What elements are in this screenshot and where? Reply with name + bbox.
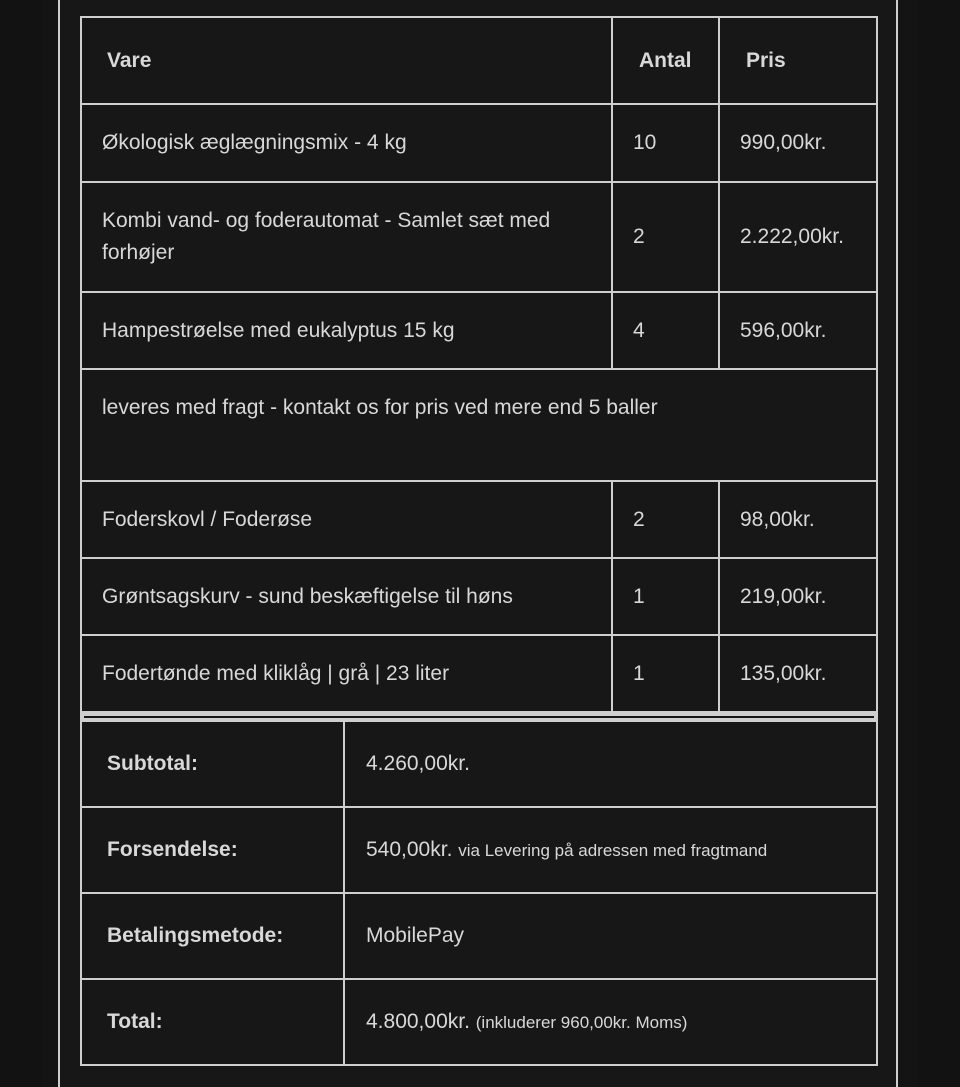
total-amount: 4.800,00kr.	[366, 1010, 470, 1033]
subtotal-amount: 4.260,00kr.	[366, 752, 470, 775]
table-row	[82, 183, 876, 291]
right-margin	[918, 0, 960, 1087]
order-items-table	[80, 16, 878, 713]
item-price: 596,00kr.	[720, 293, 876, 368]
left-margin	[0, 0, 42, 1087]
item-quantity: 2	[613, 183, 718, 291]
item-price: 135,00kr.	[720, 636, 876, 711]
payment-method: MobilePay	[366, 924, 465, 947]
shipping-method: via Levering på adressen med fragtmand	[458, 841, 768, 860]
order-totals-table	[80, 720, 878, 1066]
shipping-row	[82, 808, 876, 892]
total-row	[82, 980, 876, 1064]
header-price: Pris	[720, 18, 876, 103]
subtotal-label: Subtotal:	[82, 722, 343, 806]
item-quantity: 1	[613, 636, 718, 711]
shipping-label: Forsendelse:	[82, 808, 343, 892]
item-quantity: 4	[613, 293, 718, 368]
item-quantity: 10	[613, 105, 718, 181]
shipping-value	[345, 808, 876, 892]
table-row	[82, 293, 876, 368]
subtotal-row	[82, 722, 876, 806]
payment-row	[82, 894, 876, 978]
item-name: Økologisk æglægningsmix - 4 kg	[82, 105, 611, 181]
table-row	[82, 482, 876, 557]
header-product: Vare	[82, 18, 611, 103]
item-name: Kombi vand- og foderautomat - Samlet sæt med forhøjer	[82, 183, 611, 291]
item-name: Grøntsagskurv - sund beskæftigelse til høns	[82, 559, 611, 634]
total-value	[345, 980, 876, 1064]
table-row	[82, 559, 876, 634]
subtotal-value	[345, 722, 876, 806]
item-price: 990,00kr.	[720, 105, 876, 181]
item-name: Fodertønde med kliklåg | grå | 23 liter	[82, 636, 611, 711]
item-quantity: 1	[613, 559, 718, 634]
header-quantity: Antal	[613, 18, 718, 103]
shipping-amount: 540,00kr.	[366, 838, 453, 861]
item-price: 2.222,00kr.	[720, 183, 876, 291]
item-name: Hampestrøelse med eukalyptus 15 kg	[82, 293, 611, 368]
payment-label: Betalingsmetode:	[82, 894, 343, 978]
item-name: Foderskovl / Foderøse	[82, 482, 611, 557]
item-quantity: 2	[613, 482, 718, 557]
table-divider-inner	[84, 716, 874, 718]
table-row	[82, 105, 876, 181]
payment-value	[345, 894, 876, 978]
total-label: Total:	[82, 980, 343, 1064]
table-row	[82, 636, 876, 711]
item-note: leveres med fragt - kontakt os for pris ved mere end 5 baller	[82, 370, 876, 480]
table-header-row	[82, 18, 876, 103]
item-price: 219,00kr.	[720, 559, 876, 634]
item-price: 98,00kr.	[720, 482, 876, 557]
total-vat-note: (inkluderer 960,00kr. Moms)	[475, 1013, 688, 1032]
item-note-row	[82, 370, 876, 480]
